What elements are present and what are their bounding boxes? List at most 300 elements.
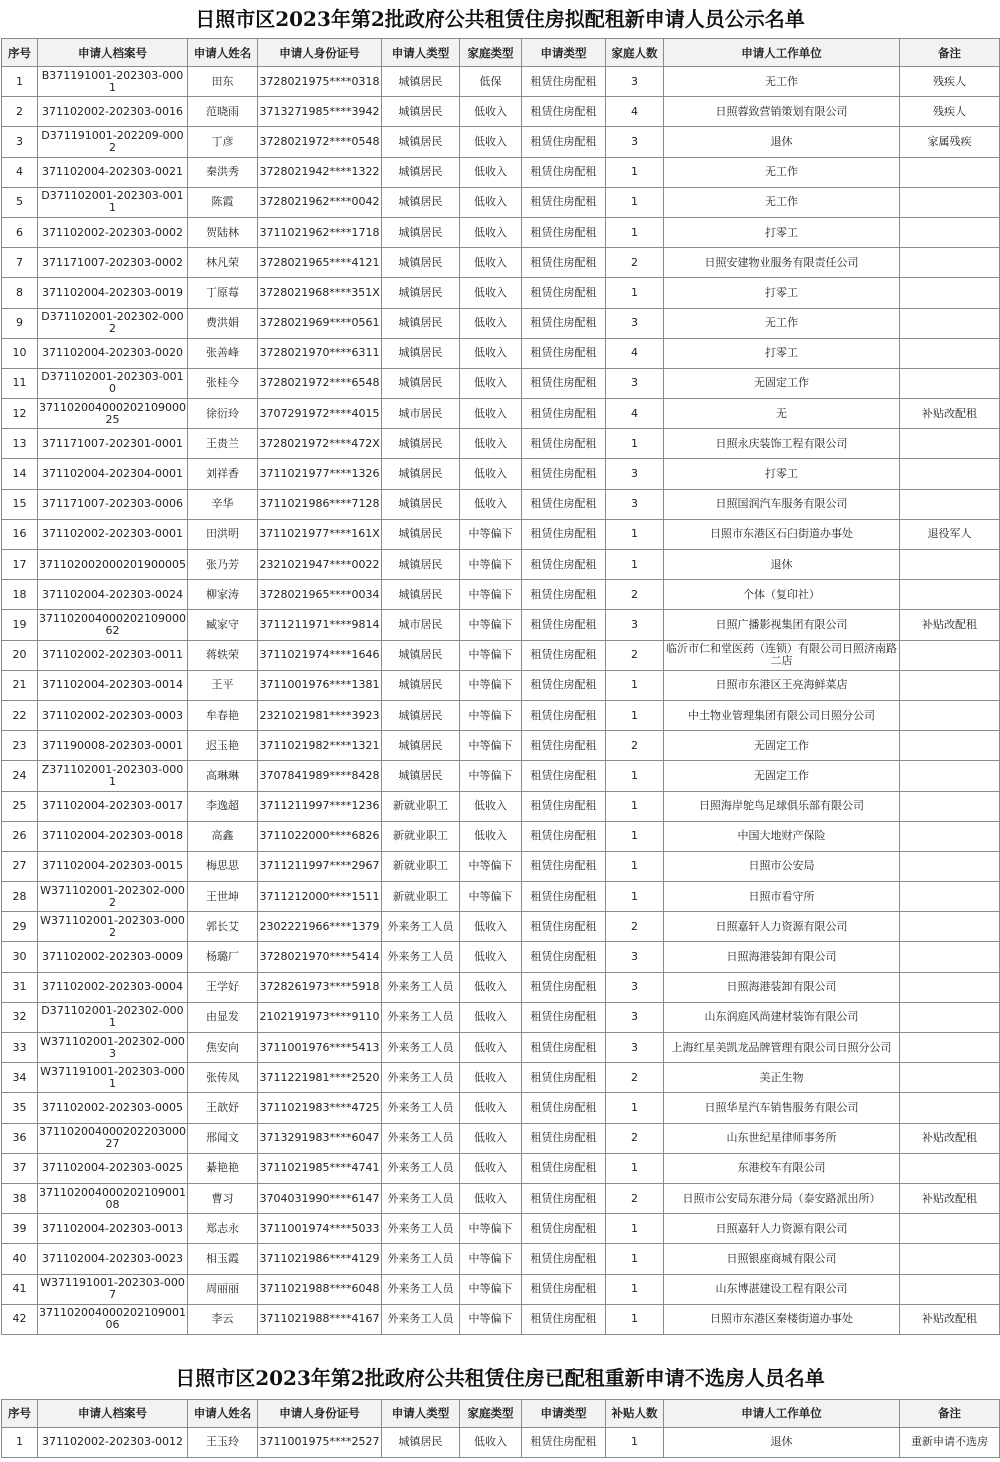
cell-name: 焦安向 [188, 1033, 258, 1063]
cell-employer: 日照海港装卸有限公司 [664, 972, 900, 1002]
header-id-no: 申请人身份证号 [258, 1399, 382, 1427]
cell-apply-type: 租赁住房配租 [522, 1274, 606, 1304]
cell-applicant-type: 城镇居民 [382, 459, 460, 489]
header-file-no: 申请人档案号 [38, 1399, 188, 1427]
cell-remark [900, 1214, 1000, 1244]
cell-applicant-type: 城镇居民 [382, 489, 460, 519]
cell-remark: 补贴改配租 [900, 1304, 1000, 1334]
cell-name: 曹习 [188, 1183, 258, 1213]
cell-family-type: 低收入 [460, 489, 522, 519]
cell-id-no: 3711021983****4725 [258, 1093, 382, 1123]
cell-employer: 退休 [664, 1427, 900, 1457]
table-row [2, 308, 1000, 338]
cell-seq: 41 [2, 1274, 38, 1304]
header-family-size: 补贴人数 [606, 1399, 664, 1427]
cell-family-type: 低收入 [460, 157, 522, 187]
cell-family-type: 低收入 [460, 97, 522, 127]
cell-employer: 个体（复印社） [664, 580, 900, 610]
cell-remark [900, 882, 1000, 912]
table-row [2, 1002, 1000, 1032]
cell-seq: 27 [2, 851, 38, 881]
cell-remark: 残疾人 [900, 97, 1000, 127]
cell-family-size: 1 [606, 217, 664, 247]
cell-family-type: 中等偏下 [460, 610, 522, 640]
cell-employer: 日照华星汽车销售服务有限公司 [664, 1093, 900, 1123]
table-row [2, 519, 1000, 549]
cell-file-no: D371102001-202302-0001 [38, 1002, 188, 1032]
header-apply-type: 申请类型 [522, 39, 606, 67]
cell-employer: 退休 [664, 550, 900, 580]
cell-seq: 28 [2, 882, 38, 912]
table-row [2, 821, 1000, 851]
cell-apply-type: 租赁住房配租 [522, 882, 606, 912]
table-row [2, 248, 1000, 278]
cell-applicant-type: 城镇居民 [382, 217, 460, 247]
cell-apply-type: 租赁住房配租 [522, 217, 606, 247]
cell-apply-type: 租赁住房配租 [522, 670, 606, 700]
cell-name: 林凡荣 [188, 248, 258, 278]
cell-applicant-type: 城镇居民 [382, 640, 460, 670]
cell-family-type: 中等偏下 [460, 550, 522, 580]
cell-name: 郑志永 [188, 1214, 258, 1244]
cell-seq: 31 [2, 972, 38, 1002]
cell-id-no: 3707841989****8428 [258, 761, 382, 791]
table-row [2, 399, 1000, 429]
cell-apply-type: 租赁住房配租 [522, 550, 606, 580]
cell-file-no: 371102002-202303-0009 [38, 942, 188, 972]
cell-family-type: 中等偏下 [460, 1214, 522, 1244]
cell-id-no: 3711211997****1236 [258, 791, 382, 821]
cell-family-type: 中等偏下 [460, 1244, 522, 1274]
cell-apply-type: 租赁住房配租 [522, 308, 606, 338]
cell-remark [900, 640, 1000, 670]
table-row [2, 1244, 1000, 1274]
cell-family-type: 低收入 [460, 127, 522, 157]
cell-applicant-type: 外来务工人员 [382, 1123, 460, 1153]
cell-seq: 34 [2, 1063, 38, 1093]
cell-id-no: 3711001975****2527 [258, 1427, 382, 1457]
cell-employer: 无工作 [664, 187, 900, 217]
cell-seq: 21 [2, 670, 38, 700]
cell-family-type: 低收入 [460, 338, 522, 368]
table-row [2, 67, 1000, 97]
cell-id-no: 2102191973****9110 [258, 1002, 382, 1032]
cell-remark [900, 942, 1000, 972]
cell-apply-type: 租赁住房配租 [522, 1093, 606, 1123]
cell-employer: 日照银座商城有限公司 [664, 1244, 900, 1274]
header-applicant-type: 申请人类型 [382, 39, 460, 67]
table-row [2, 700, 1000, 730]
cell-applicant-type: 城镇居民 [382, 1427, 460, 1457]
cell-applicant-type: 外来务工人员 [382, 1244, 460, 1274]
cell-remark [900, 972, 1000, 1002]
cell-id-no: 3713271985****3942 [258, 97, 382, 127]
cell-name: 王学好 [188, 972, 258, 1002]
table-row [2, 368, 1000, 398]
cell-remark [900, 368, 1000, 398]
cell-remark [900, 157, 1000, 187]
cell-remark: 补贴改配租 [900, 399, 1000, 429]
cell-file-no: 371190008-202303-0001 [38, 731, 188, 761]
cell-seq: 9 [2, 308, 38, 338]
cell-name: 高鑫 [188, 821, 258, 851]
table-row [2, 580, 1000, 610]
cell-remark [900, 1244, 1000, 1274]
cell-applicant-type: 城镇居民 [382, 670, 460, 700]
cell-apply-type: 租赁住房配租 [522, 1427, 606, 1457]
cell-employer: 无固定工作 [664, 761, 900, 791]
cell-family-type: 低收入 [460, 972, 522, 1002]
cell-seq: 33 [2, 1033, 38, 1063]
cell-applicant-type: 新就业职工 [382, 851, 460, 881]
cell-family-size: 1 [606, 1304, 664, 1334]
cell-family-type: 低收入 [460, 1033, 522, 1063]
cell-id-no: 2321021981****3923 [258, 700, 382, 730]
cell-family-type: 低收入 [460, 791, 522, 821]
cell-name: 周丽丽 [188, 1274, 258, 1304]
cell-employer: 打零工 [664, 459, 900, 489]
cell-seq: 22 [2, 700, 38, 730]
cell-seq: 16 [2, 519, 38, 549]
cell-id-no: 3728021970****6311 [258, 338, 382, 368]
cell-employer: 日照嘉轩人力资源有限公司 [664, 1214, 900, 1244]
cell-id-no: 3711211997****2967 [258, 851, 382, 881]
cell-file-no: D371191001-202209-0002 [38, 127, 188, 157]
cell-family-size: 1 [606, 1427, 664, 1457]
cell-family-size: 4 [606, 399, 664, 429]
table-row [2, 1093, 1000, 1123]
cell-applicant-type: 外来务工人员 [382, 1002, 460, 1032]
cell-id-no: 3728021968****351X [258, 278, 382, 308]
cell-seq: 20 [2, 640, 38, 670]
cell-family-size: 2 [606, 1183, 664, 1213]
cell-applicant-type: 城镇居民 [382, 731, 460, 761]
cell-file-no: 371102002-202303-0005 [38, 1093, 188, 1123]
header-family-type: 家庭类型 [460, 39, 522, 67]
cell-apply-type: 租赁住房配租 [522, 1033, 606, 1063]
cell-family-type: 低收入 [460, 821, 522, 851]
cell-family-type: 低收入 [460, 1427, 522, 1457]
cell-family-type: 中等偏下 [460, 640, 522, 670]
cell-seq: 7 [2, 248, 38, 278]
cell-seq: 38 [2, 1183, 38, 1213]
cell-family-type: 低收入 [460, 459, 522, 489]
cell-family-size: 4 [606, 97, 664, 127]
header-name: 申请人姓名 [188, 39, 258, 67]
cell-employer: 中土物业管理集团有限公司日照分公司 [664, 700, 900, 730]
cell-family-size: 1 [606, 1153, 664, 1183]
cell-name: 郭长艾 [188, 912, 258, 942]
cell-family-size: 2 [606, 580, 664, 610]
table-row [2, 670, 1000, 700]
cell-apply-type: 租赁住房配租 [522, 851, 606, 881]
cell-remark [900, 580, 1000, 610]
cell-employer: 无工作 [664, 67, 900, 97]
cell-family-size: 1 [606, 429, 664, 459]
cell-remark [900, 248, 1000, 278]
header-family-type: 家庭类型 [460, 1399, 522, 1427]
cell-remark [900, 550, 1000, 580]
cell-family-type: 低收入 [460, 368, 522, 398]
cell-seq: 32 [2, 1002, 38, 1032]
header-seq: 序号 [2, 1399, 38, 1427]
cell-apply-type: 租赁住房配租 [522, 1002, 606, 1032]
cell-file-no: W371102001-202302-0003 [38, 1033, 188, 1063]
cell-name: 王平 [188, 670, 258, 700]
cell-family-size: 3 [606, 127, 664, 157]
cell-family-size: 3 [606, 610, 664, 640]
cell-id-no: 3711021985****4741 [258, 1153, 382, 1183]
cell-seq: 42 [2, 1304, 38, 1334]
cell-employer: 退休 [664, 127, 900, 157]
cell-id-no: 3711001974****5033 [258, 1214, 382, 1244]
cell-employer: 日照市公安局东港分局（泰安路派出所） [664, 1183, 900, 1213]
cell-seq: 10 [2, 338, 38, 368]
cell-family-size: 2 [606, 640, 664, 670]
cell-applicant-type: 外来务工人员 [382, 942, 460, 972]
cell-employer: 打零工 [664, 217, 900, 247]
cell-file-no: 371102004-202303-0015 [38, 851, 188, 881]
cell-file-no: Z371102001-202303-0001 [38, 761, 188, 791]
cell-family-size: 3 [606, 489, 664, 519]
cell-seq: 15 [2, 489, 38, 519]
cell-file-no: 371102004-202303-0021 [38, 157, 188, 187]
cell-name: 陈霞 [188, 187, 258, 217]
cell-family-type: 低收入 [460, 1002, 522, 1032]
cell-file-no: 371102004-202303-0018 [38, 821, 188, 851]
cell-family-size: 3 [606, 459, 664, 489]
cell-seq: 40 [2, 1244, 38, 1274]
cell-remark: 补贴改配租 [900, 1183, 1000, 1213]
table-row [2, 851, 1000, 881]
cell-applicant-type: 城镇居民 [382, 761, 460, 791]
header-remark: 备注 [900, 39, 1000, 67]
cell-apply-type: 租赁住房配租 [522, 791, 606, 821]
table-row [2, 972, 1000, 1002]
cell-file-no: 37110200400020220300027 [38, 1123, 188, 1153]
cell-employer: 无工作 [664, 157, 900, 187]
cell-remark: 补贴改配租 [900, 610, 1000, 640]
cell-name: 王贵兰 [188, 429, 258, 459]
cell-family-type: 中等偏下 [460, 761, 522, 791]
cell-apply-type: 租赁住房配租 [522, 157, 606, 187]
cell-file-no: 371102002-202303-0002 [38, 217, 188, 247]
table-row [2, 429, 1000, 459]
cell-file-no: 371171007-202301-0001 [38, 429, 188, 459]
cell-employer: 日照国润汽车服务有限公司 [664, 489, 900, 519]
cell-seq: 8 [2, 278, 38, 308]
cell-file-no: 371102004-202303-0019 [38, 278, 188, 308]
cell-applicant-type: 城镇居民 [382, 127, 460, 157]
cell-family-type: 低收入 [460, 942, 522, 972]
cell-file-no: 371102004-202304-0001 [38, 459, 188, 489]
cell-seq: 18 [2, 580, 38, 610]
cell-applicant-type: 外来务工人员 [382, 1183, 460, 1213]
cell-name: 王玉玲 [188, 1427, 258, 1457]
cell-name: 徐衍玲 [188, 399, 258, 429]
cell-id-no: 3711021988****4167 [258, 1304, 382, 1334]
header-applicant-type: 申请人类型 [382, 1399, 460, 1427]
table-row [2, 187, 1000, 217]
cell-applicant-type: 外来务工人员 [382, 1274, 460, 1304]
cell-file-no: 37110200400020210900106 [38, 1304, 188, 1334]
cell-employer: 日照海岸鸵鸟足球俱乐部有限公司 [664, 791, 900, 821]
table-row [2, 640, 1000, 670]
cell-family-type: 低收入 [460, 248, 522, 278]
header-name: 申请人姓名 [188, 1399, 258, 1427]
table-row [2, 338, 1000, 368]
cell-id-no: 3728021972****0548 [258, 127, 382, 157]
cell-family-size: 3 [606, 368, 664, 398]
cell-applicant-type: 新就业职工 [382, 791, 460, 821]
cell-apply-type: 租赁住房配租 [522, 1123, 606, 1153]
cell-file-no: 371171007-202303-0002 [38, 248, 188, 278]
cell-family-size: 4 [606, 338, 664, 368]
cell-family-type: 低收入 [460, 1183, 522, 1213]
cell-file-no: 371102002-202303-0003 [38, 700, 188, 730]
cell-applicant-type: 城市居民 [382, 399, 460, 429]
cell-seq: 36 [2, 1123, 38, 1153]
cell-remark [900, 278, 1000, 308]
header-id-no: 申请人身份证号 [258, 39, 382, 67]
cell-seq: 37 [2, 1153, 38, 1183]
cell-family-size: 3 [606, 1002, 664, 1032]
cell-applicant-type: 城镇居民 [382, 248, 460, 278]
cell-employer: 无工作 [664, 308, 900, 338]
cell-id-no: 3704031990****6147 [258, 1183, 382, 1213]
cell-employer: 日照海港装卸有限公司 [664, 942, 900, 972]
cell-family-type: 低收入 [460, 429, 522, 459]
header-employer: 申请人工作单位 [664, 39, 900, 67]
cell-name: 刘祥香 [188, 459, 258, 489]
cell-name: 高琳琳 [188, 761, 258, 791]
cell-id-no: 3707291972****4015 [258, 399, 382, 429]
cell-file-no: 371102004-202303-0024 [38, 580, 188, 610]
cell-remark [900, 1033, 1000, 1063]
cell-family-size: 1 [606, 157, 664, 187]
cell-family-type: 低收入 [460, 399, 522, 429]
cell-apply-type: 租赁住房配租 [522, 1304, 606, 1334]
cell-remark: 残疾人 [900, 67, 1000, 97]
cell-remark: 补贴改配租 [900, 1123, 1000, 1153]
cell-employer: 日照市公安局 [664, 851, 900, 881]
cell-file-no: 371102004-202303-0023 [38, 1244, 188, 1274]
table-row [2, 157, 1000, 187]
cell-employer: 日照市看守所 [664, 882, 900, 912]
cell-applicant-type: 城镇居民 [382, 97, 460, 127]
cell-family-size: 1 [606, 791, 664, 821]
table-header-row [2, 39, 1000, 67]
table-row [2, 1274, 1000, 1304]
cell-seq: 17 [2, 550, 38, 580]
cell-id-no: 3711021962****1718 [258, 217, 382, 247]
cell-file-no: 371102004-202303-0025 [38, 1153, 188, 1183]
cell-seq: 2 [2, 97, 38, 127]
cell-employer: 打零工 [664, 338, 900, 368]
table-row [2, 1304, 1000, 1334]
table-row [2, 97, 1000, 127]
cell-id-no: 3728261973****5918 [258, 972, 382, 1002]
cell-employer: 上海红星美凯龙品牌管理有限公司日照分公司 [664, 1033, 900, 1063]
cell-name: 杨璐厂 [188, 942, 258, 972]
cell-employer: 东港校车有限公司 [664, 1153, 900, 1183]
cell-applicant-type: 外来务工人员 [382, 972, 460, 1002]
cell-file-no: 371102002-202303-0016 [38, 97, 188, 127]
cell-family-size: 1 [606, 851, 664, 881]
cell-family-size: 3 [606, 308, 664, 338]
cell-employer: 日照安建物业服务有限责任公司 [664, 248, 900, 278]
cell-file-no: B371191001-202303-0001 [38, 67, 188, 97]
cell-remark [900, 217, 1000, 247]
cell-applicant-type: 外来务工人员 [382, 1093, 460, 1123]
cell-name: 綦艳艳 [188, 1153, 258, 1183]
cell-family-type: 中等偏下 [460, 1304, 522, 1334]
cell-name: 张乃芳 [188, 550, 258, 580]
header-remark: 备注 [900, 1399, 1000, 1427]
cell-apply-type: 租赁住房配租 [522, 459, 606, 489]
cell-remark [900, 308, 1000, 338]
cell-employer: 日照广播影视集团有限公司 [664, 610, 900, 640]
cell-id-no: 3728021972****472X [258, 429, 382, 459]
cell-remark [900, 1063, 1000, 1093]
cell-apply-type: 租赁住房配租 [522, 640, 606, 670]
cell-name: 秦洪秀 [188, 157, 258, 187]
cell-remark [900, 700, 1000, 730]
cell-id-no: 3728021975****0318 [258, 67, 382, 97]
cell-employer: 无固定工作 [664, 368, 900, 398]
cell-apply-type: 租赁住房配租 [522, 127, 606, 157]
cell-id-no: 3711021986****7128 [258, 489, 382, 519]
cell-id-no: 3728021969****0561 [258, 308, 382, 338]
cell-id-no: 3711001976****1381 [258, 670, 382, 700]
cell-remark [900, 821, 1000, 851]
cell-remark [900, 1002, 1000, 1032]
table-row [2, 217, 1000, 247]
cell-id-no: 3711021977****1326 [258, 459, 382, 489]
cell-file-no: 371171007-202303-0006 [38, 489, 188, 519]
cell-family-size: 2 [606, 248, 664, 278]
cell-apply-type: 租赁住房配租 [522, 278, 606, 308]
cell-employer: 日照市东港区王亮海鲜菜店 [664, 670, 900, 700]
cell-seq: 3 [2, 127, 38, 157]
cell-file-no: 371102004-202303-0017 [38, 791, 188, 821]
cell-remark: 重新申请不选房 [900, 1427, 1000, 1457]
cell-file-no: D371102001-202303-0011 [38, 187, 188, 217]
table-row [2, 912, 1000, 942]
cell-remark [900, 1153, 1000, 1183]
cell-apply-type: 租赁住房配租 [522, 429, 606, 459]
cell-apply-type: 租赁住房配租 [522, 338, 606, 368]
cell-seq: 35 [2, 1093, 38, 1123]
cell-family-type: 低收入 [460, 1153, 522, 1183]
cell-name: 田洪明 [188, 519, 258, 549]
cell-seq: 30 [2, 942, 38, 972]
cell-apply-type: 租赁住房配租 [522, 912, 606, 942]
cell-family-size: 1 [606, 821, 664, 851]
cell-family-size: 1 [606, 882, 664, 912]
cell-file-no: 371102002-202303-0011 [38, 640, 188, 670]
cell-employer: 中国大地财产保险 [664, 821, 900, 851]
cell-name: 李逸超 [188, 791, 258, 821]
cell-applicant-type: 外来务工人员 [382, 1214, 460, 1244]
cell-name: 张传凤 [188, 1063, 258, 1093]
cell-employer: 打零工 [664, 278, 900, 308]
cell-id-no: 3711022000****6826 [258, 821, 382, 851]
cell-apply-type: 租赁住房配租 [522, 519, 606, 549]
table-row [2, 278, 1000, 308]
cell-name: 柳家涛 [188, 580, 258, 610]
cell-file-no: 37110200400020210900062 [38, 610, 188, 640]
